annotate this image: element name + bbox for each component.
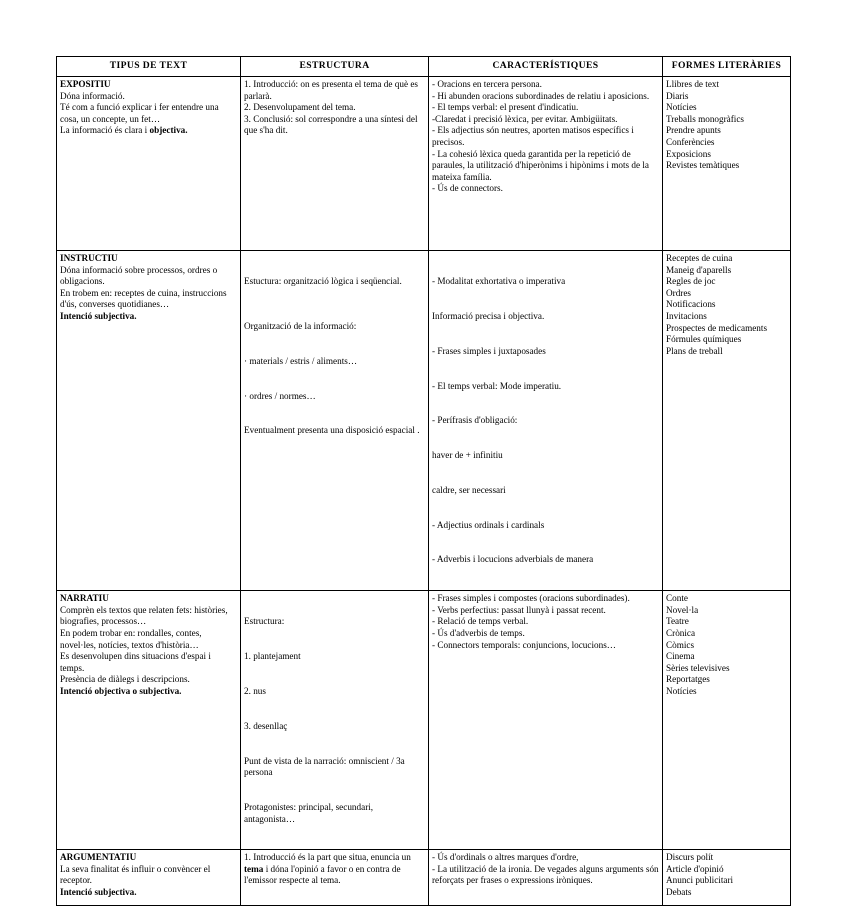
header-formes: FORMES LITERÀRIES — [663, 57, 791, 77]
table-row — [57, 77, 791, 251]
form-item: Anunci publicitari — [666, 875, 734, 886]
feature-line: - Els adjectius són neutres, aporten matisos específics i precisos. — [432, 125, 634, 147]
caracteristiques-cell — [429, 251, 663, 591]
structure-line: Organització de la informació: — [244, 320, 357, 331]
feature-line: - La cohesió lèxica queda garantida per la repetició de paraules, la utilització d'hiperònims i hipònims i mots de la mateixa família. — [432, 148, 650, 182]
structure-line: 3. Conclusió: sol correspondre a una síntesi del que s'ha dit. — [244, 113, 418, 136]
form-item: Fórmules químiques — [666, 334, 742, 345]
type-title: ARGUMENTATIU — [60, 852, 137, 863]
estructura-cell — [241, 77, 429, 251]
text-types-table — [56, 56, 791, 906]
type-emphasis: objectiva. — [149, 125, 188, 136]
form-item: Article d'opinió — [666, 863, 724, 874]
table-row — [57, 850, 791, 906]
header-estructura: ESTRUCTURA — [241, 57, 429, 77]
structure-line: Punt de vista de la narració: omniscient / 3a persona — [244, 755, 405, 778]
table-row — [57, 251, 791, 591]
tipus-cell — [57, 591, 241, 850]
formes-cell — [663, 850, 791, 906]
form-item: Prospectes de medicaments — [666, 322, 768, 333]
form-item: Teatre — [666, 616, 689, 627]
structure-line — [244, 852, 425, 887]
tipus-cell — [57, 77, 241, 251]
feature-line: - Adjectius ordinals i cardinals — [432, 519, 545, 530]
structure-line: Protagonistes: principal, secundari, antagonista… — [244, 801, 374, 824]
type-text: Es desenvolupen dins situacions d'espai i temps. — [60, 651, 211, 673]
form-item: Regles de joc — [666, 276, 716, 287]
form-item: Invitacions — [666, 310, 707, 321]
form-item: Notícies — [666, 685, 697, 696]
feature-line: caldre, ser necessari — [432, 484, 506, 495]
type-title: INSTRUCTIU — [60, 253, 118, 263]
feature-line: - Modalitat exhortativa o imperativa — [432, 276, 566, 287]
feature-line: - Frases simples i compostes (oracions subordinades). — [432, 593, 630, 604]
structure-keyword: tema — [244, 863, 264, 874]
structure-line: 3. desenllaç — [244, 720, 288, 731]
feature-line: - Hi abunden oracions subordinades de relatiu i aposicions. — [432, 90, 650, 101]
form-item: Plans de treball — [666, 345, 723, 356]
type-text: Dóna informació sobre processos, ordres o obligacions. — [60, 264, 218, 287]
type-text: Presència de diàlegs i descripcions. — [60, 674, 190, 685]
header-caracteristiques: CARACTERÍSTIQUES — [429, 57, 663, 77]
feature-line: - La utilització de la ironia. De vegades alguns arguments són reforçats per frases o expressions iròniques. — [432, 863, 659, 886]
feature-line: - El temps verbal: Mode imperatiu. — [432, 380, 562, 391]
form-item: Crònica — [666, 628, 696, 638]
structure-line: Eventualment presenta una disposició espacial . — [244, 425, 420, 436]
feature-line: - Ús d'ordinals o altres marques d'ordre, — [432, 852, 579, 863]
type-emphasis: Intenció subjectiva. — [60, 887, 137, 898]
type-emphasis: Intenció subjectiva. — [60, 310, 137, 321]
structure-text: 1. Introducció és la part que situa, enuncia un — [244, 852, 411, 863]
type-text: Dóna informació. — [60, 90, 125, 101]
formes-cell — [663, 251, 791, 591]
form-item: Diaris — [666, 90, 689, 101]
type-emphasis: Intenció objectiva o subjectiva. — [60, 685, 182, 696]
tipus-cell — [57, 251, 241, 591]
structure-line: 1. Introducció: on es presenta el tema de què es parlarà. — [244, 79, 418, 101]
form-item: Notificacions — [666, 299, 716, 310]
form-item: Treballs monogràfics — [666, 113, 744, 124]
feature-line: Informació precisa i objectiva. — [432, 310, 545, 321]
feature-line: - Oracions en tercera persona. — [432, 79, 542, 89]
type-text: En podem trobar en: rondalles, contes, novel·les, notícies, textos d'història… — [60, 628, 202, 650]
feature-line: - El temps verbal: el present d'indicatiu. — [432, 102, 579, 113]
feature-line: haver de + infinitiu — [432, 450, 503, 461]
feature-line: - Frases simples i juxtaposades — [432, 345, 546, 356]
type-text: Comprèn els textos que relaten fets: històries, biografies, processos… — [60, 604, 228, 627]
structure-line: 1. plantejament — [244, 651, 301, 662]
estructura-cell — [241, 591, 429, 850]
header-row — [57, 57, 791, 77]
form-item: Exposicions — [666, 148, 711, 159]
type-text — [60, 125, 237, 137]
form-item: Llibres de text — [666, 79, 720, 89]
form-item: Discurs polít — [666, 852, 714, 863]
formes-cell — [663, 591, 791, 850]
estructura-cell — [241, 251, 429, 591]
form-item: Maneig d'aparells — [666, 264, 732, 275]
form-item: Sèries televisives — [666, 662, 730, 673]
form-item: Còmics — [666, 639, 695, 650]
feature-line: - Connectors temporals: conjuncions, locucions… — [432, 639, 616, 650]
form-item: Cinema — [666, 651, 695, 662]
form-item: Reportatges — [666, 674, 710, 685]
form-item: Conte — [666, 593, 688, 604]
structure-line: Estructura: — [244, 616, 285, 627]
type-title: EXPOSITIU — [60, 79, 111, 89]
structure-line: 2. nus — [244, 685, 266, 696]
form-item: Conferències — [666, 136, 715, 147]
type-title: NARRATIU — [60, 593, 109, 604]
type-text: Té com a funció explicar i fer entendre una cosa, un concepte, un fet… — [60, 102, 219, 124]
caracteristiques-cell — [429, 591, 663, 850]
form-item: Debats — [666, 887, 692, 898]
type-text: La seva finalitat és influir o convèncer el receptor. — [60, 863, 211, 886]
feature-line: - Adverbis i locucions adverbials de manera — [432, 554, 594, 565]
form-item: Novel·la — [666, 604, 699, 615]
form-item: Notícies — [666, 102, 697, 113]
type-text: En trobem en: receptes de cuina, instruccions d'ús, converses quotidianes… — [60, 287, 227, 310]
form-item: Prendre apunts — [666, 125, 721, 136]
structure-line: Estuctura: organització lògica i seqüencial. — [244, 276, 402, 287]
feature-line: - Verbs perfectius: passat llunyà i passat recent. — [432, 604, 606, 615]
caracteristiques-cell — [429, 77, 663, 251]
feature-line: - Ús d'adverbis de temps. — [432, 628, 525, 638]
feature-line: - Ús de connectors. — [432, 183, 503, 194]
form-item: Ordres — [666, 287, 692, 298]
feature-line: - Perífrasis d'obligació: — [432, 415, 518, 426]
form-item: Revistes temàtiques — [666, 160, 740, 171]
tipus-cell — [57, 850, 241, 906]
header-tipus: TIPUS DE TEXT — [57, 57, 241, 77]
form-item: Receptes de cuina — [666, 253, 733, 263]
structure-text: i dóna l'opinió a favor o en contra de l'emissor respecte al tema. — [244, 863, 401, 886]
structure-line: · ordres / normes… — [244, 390, 316, 401]
estructura-cell — [241, 850, 429, 906]
type-text-prefix: La informació és clara i — [60, 125, 150, 136]
table-row — [57, 591, 791, 850]
feature-line: -Claredat i precisió lèxica, per evitar. Ambigüitats. — [432, 113, 618, 124]
structure-line: · materials / estris / aliments… — [244, 355, 358, 366]
caracteristiques-cell — [429, 850, 663, 906]
structure-line: 2. Desenvolupament del tema. — [244, 102, 356, 113]
feature-line: - Relació de temps verbal. — [432, 616, 529, 627]
formes-cell — [663, 77, 791, 251]
